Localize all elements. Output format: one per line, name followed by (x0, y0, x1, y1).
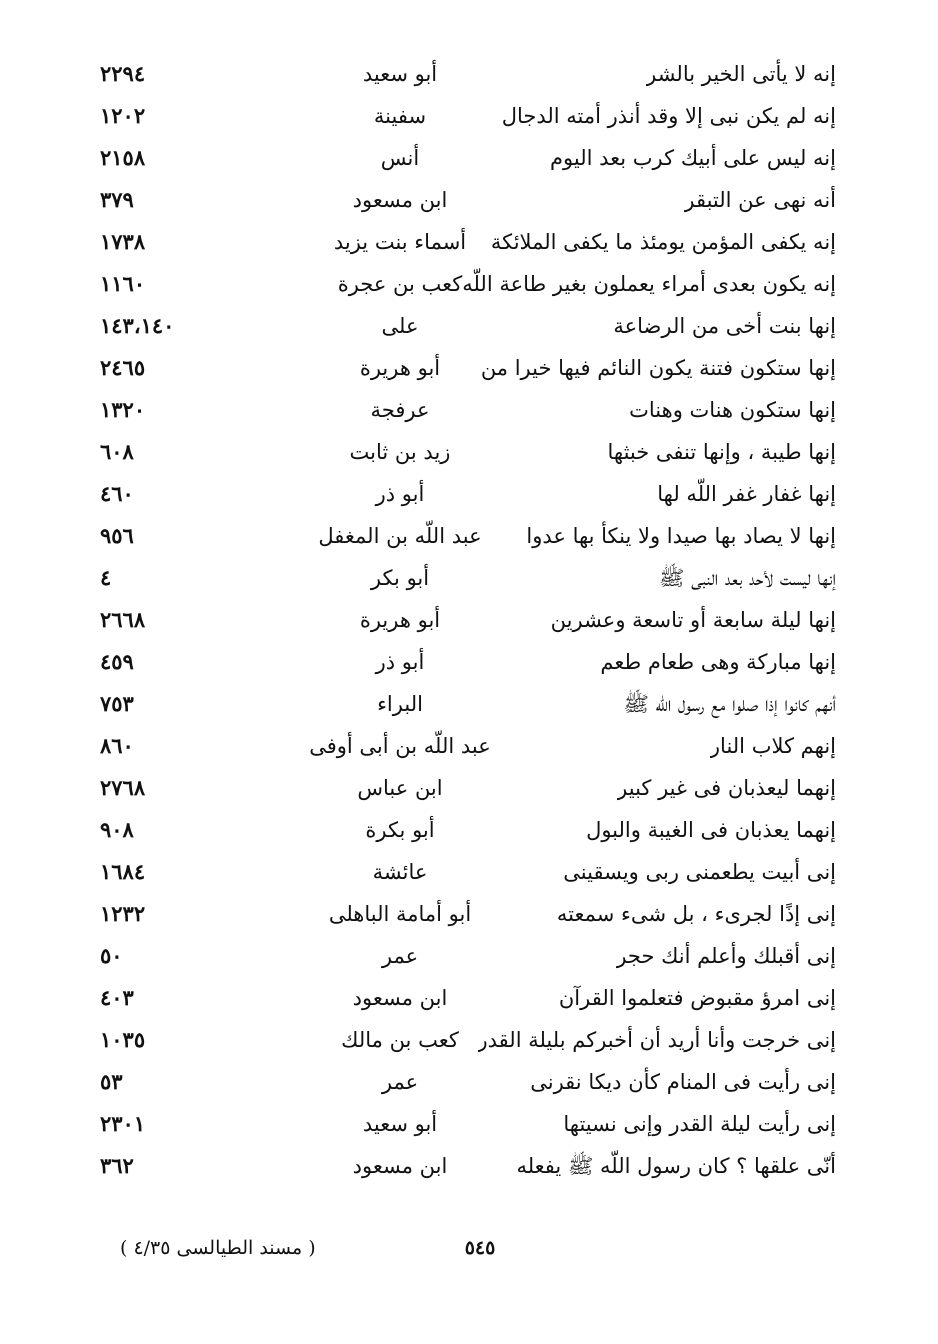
index-row (0, 893, 938, 935)
index-row (0, 557, 938, 599)
hadith-text: إنه لا يأتى الخير بالشر (646, 62, 836, 86)
narrator-name: أسماء بنت يزيد (333, 230, 467, 254)
hadith-text: إنى رأيت ليلة القدر وإنى نسيتها (563, 1112, 836, 1136)
index-row (0, 809, 938, 851)
hadith-text: إنه لم يكن نبى إلا وقد أنذر أمته الدجال (501, 104, 836, 128)
hadith-number: ٩٠٨ (100, 817, 134, 842)
narrator-name: البراء (377, 692, 423, 716)
hadith-number: ١١٦٠ (100, 271, 146, 296)
hadith-number: ٩٥٦ (100, 523, 134, 548)
hadith-text: إنى خرجت وأنا أريد أن أخبركم بليلة القدر (477, 1028, 836, 1052)
narrator-name: أبو أمامة الباهلى (328, 902, 472, 926)
index-row (0, 347, 938, 389)
hadith-number: ١٣٢٠ (100, 397, 146, 422)
narrator-name: ابن مسعود (352, 1154, 448, 1178)
index-row (0, 725, 938, 767)
narrator-name: ابن عباس (357, 776, 443, 800)
narrator-name: عمر (381, 1070, 419, 1094)
narrator-name: أبو سعيد (362, 1112, 438, 1136)
narrator-name: عبد اللّه بن أبى أوفى (309, 734, 491, 758)
index-row (0, 389, 938, 431)
hadith-text: إنها مباركة وهى طعام طعم (600, 650, 836, 674)
hadith-text: إنها طيبة ، وإنها تنفى خبثها (607, 440, 836, 464)
index-row (0, 431, 938, 473)
hadith-number: ٤٥٩ (100, 649, 134, 674)
narrator-name: أبو هريرة (359, 608, 441, 632)
hadith-text: إنى امرؤ مقبوض فتعلموا القرآن (558, 986, 836, 1010)
narrator-name: على (381, 314, 419, 338)
narrator-name: كعب بن مالك (341, 1028, 459, 1052)
hadith-text: أنهم كانوا إذا صلوا مع رسول اللّه ﷺ (623, 692, 836, 716)
hadith-text: إنه ليس على أبيك كرب بعد اليوم (550, 146, 836, 170)
index-row (0, 641, 938, 683)
index-row (0, 1145, 938, 1187)
index-row (0, 95, 938, 137)
hadith-text: إنى أبيت يطعمنى ربى ويسقينى (563, 860, 836, 884)
index-row (0, 263, 938, 305)
hadith-number: ٢١٥٨ (100, 145, 146, 170)
narrator-name: أبو هريرة (359, 356, 441, 380)
hadith-number: ٣٧٩ (100, 187, 134, 212)
hadith-number: ٢٧٦٨ (100, 775, 146, 800)
hadith-number: ٢٣٠١ (100, 1111, 146, 1136)
narrator-name: زيد بن ثابت (349, 440, 451, 464)
narrator-name: عرفجة (370, 398, 430, 422)
index-row (0, 1061, 938, 1103)
narrator-name: عمر (381, 944, 419, 968)
index-row (0, 935, 938, 977)
narrator-name: سفينة (373, 104, 427, 128)
hadith-text: إنهما يعذبان فى الغيبة والبول (586, 818, 836, 842)
narrator-name: أبو بكرة (365, 818, 435, 842)
hadith-number: ٤ (100, 565, 112, 590)
narrator-name: عائشة (372, 860, 428, 884)
page-footer (0, 1228, 938, 1268)
index-row (0, 515, 938, 557)
hadith-number: ٦٠٨ (100, 439, 134, 464)
page-number: ٥٤٥ (464, 1237, 496, 1259)
narrator-name: أنس (380, 146, 420, 170)
source-reference: ( مسند الطيالسى ٤/٣٥ ) (120, 1237, 316, 1259)
index-row (0, 599, 938, 641)
hadith-text: إنها غفار غفر اللّه لها (657, 482, 836, 506)
hadith-text: إنها لا يصاد بها صيدا ولا ينكأ بها عدوا (526, 524, 836, 548)
hadith-number: ١٢٣٢ (100, 901, 146, 926)
narrator-name: أبو ذر (375, 482, 425, 506)
narrator-name: ابن مسعود (352, 188, 448, 212)
index-row (0, 53, 938, 95)
hadith-text: إنها ستكون فتنة يكون النائم فيها خيرا من (480, 356, 836, 380)
narrator-name: كعب بن عجرة (337, 272, 463, 296)
index-row (0, 221, 938, 263)
hadith-number: ٢٦٦٨ (100, 607, 146, 632)
index-row (0, 137, 938, 179)
hadith-number: ٥٣ (100, 1069, 123, 1094)
index-table (0, 53, 938, 1187)
hadith-text: إنهما ليعذبان فى غير كبير (617, 776, 836, 800)
hadith-number: ٤٠٣ (100, 985, 134, 1010)
hadith-text: إنى رأيت فى المنام كأن ديكا نقرنى (530, 1070, 836, 1094)
index-row (0, 767, 938, 809)
narrator-name: أبو بكر (370, 566, 430, 590)
hadith-text: إنها ستكون هنات وهنات (629, 398, 836, 422)
index-row (0, 683, 938, 725)
index-row (0, 1019, 938, 1061)
hadith-number: ١٠٣٥ (100, 1027, 146, 1052)
hadith-text: أنّى علقها ؟ كان رسول اللّه ﷺ يفعله (516, 1154, 836, 1178)
narrator-name: أبو ذر (375, 650, 425, 674)
hadith-text: إنى إذًا لجرىء ، بل شىء سمعته (556, 902, 836, 926)
index-row (0, 977, 938, 1019)
index-row (0, 473, 938, 515)
hadith-number: ١٦٨٤ (100, 859, 146, 884)
hadith-number: ٧٥٣ (100, 691, 134, 716)
hadith-number: ٢٤٦٥ (100, 355, 146, 380)
hadith-text: إنها ليلة سابعة أو تاسعة وعشرين (550, 608, 836, 632)
index-row (0, 179, 938, 221)
narrator-name: أبو سعيد (362, 62, 438, 86)
index-row (0, 851, 938, 893)
hadith-text: أنه نهى عن التبقر (684, 188, 836, 212)
hadith-text: إنى أقبلك وأعلم أنك حجر (616, 944, 836, 968)
hadith-text: إنها ليست لأحد بعد النبى ﷺ (659, 566, 836, 590)
hadith-text: إنه يكفى المؤمن يومئذ ما يكفى الملائكة (490, 230, 836, 254)
hadith-number: ١٢٠٢ (100, 103, 146, 128)
index-row (0, 1103, 938, 1145)
hadith-text: إنها بنت أخى من الرضاعة (613, 314, 836, 338)
hadith-number: ١٧٣٨ (100, 229, 146, 254)
hadith-number: ٥٠ (100, 943, 123, 968)
narrator-name: ابن مسعود (352, 986, 448, 1010)
hadith-number: ٣٦٢ (100, 1153, 134, 1178)
index-row (0, 305, 938, 347)
hadith-text: إنهم كلاب النار (709, 734, 836, 758)
hadith-number: ٤٦٠ (100, 481, 134, 506)
hadith-number: ٨٦٠ (100, 733, 134, 758)
hadith-number: ١٤٣،١٤٠ (100, 313, 175, 338)
hadith-text: إنه يكون بعدى أمراء يعملون بغير طاعة اللّه (462, 272, 836, 296)
narrator-name: عبد اللّه بن المغفل (318, 524, 482, 548)
hadith-number: ٢٢٩٤ (100, 61, 146, 86)
